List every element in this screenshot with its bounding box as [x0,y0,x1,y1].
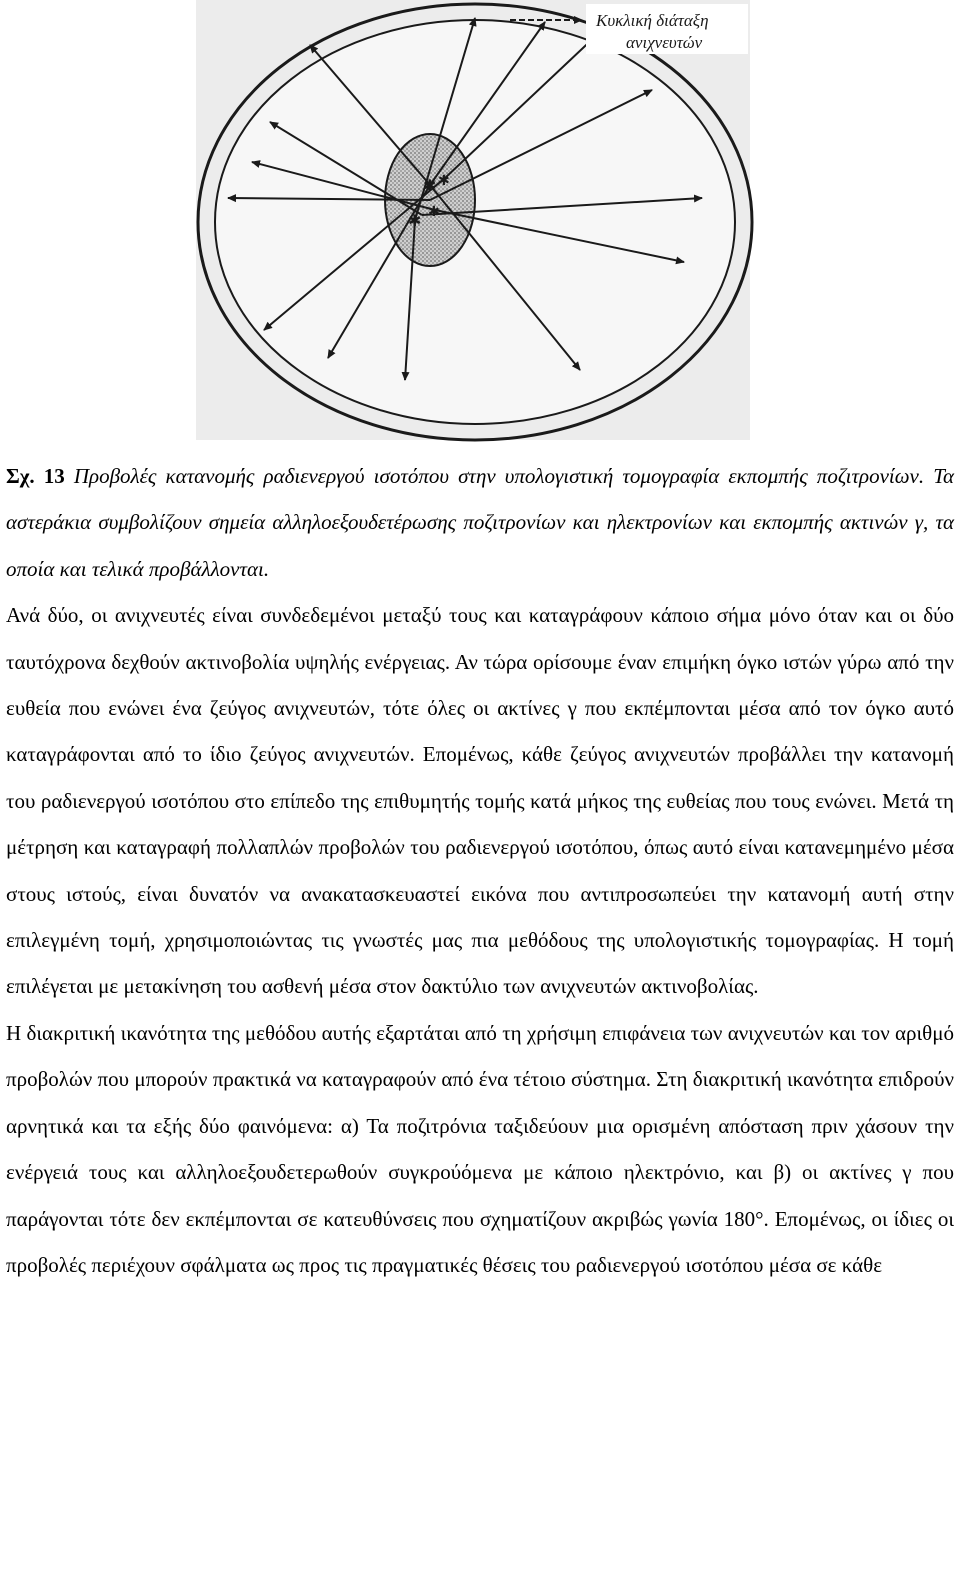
inner-detector-ring [215,20,735,424]
paragraph-resolution: Η διακριτική ικανότητα της μεθόδου αυτής εξαρτάται από τη χρήσιμη επιφάνεια των ανιχνευτών και τον αριθμό προβολών που μπορούν πρακτικά να καταγραφούν από ένα τέτοιο σύστημα. Στη διακριτική ικανότητα επιδρούν αρνητικά και τα εξής δύο φαινόμενα: α) Τα ποζιτρόνια ταξιδεύουν μια ορισμένη απόσταση πριν χάσουν την ενέργειά τους και αλληλοεξουδετερωθούν συγκρούόμενα με κάποιο ηλεκτρόνιο, και β) οι ακτίνες γ που παράγονται τότε δεν εκπέμπονται σε κατευθύνσεις που σχηματίζουν ακριβώς γωνία 180°. Επομένως, οι ίδιες οι προβολές περιέχουν σφάλματα ως προς τις πραγματικές θέσεις του ραδιενεργού ισοτόπου μέσα σε κάθε [6,1020,954,1277]
document-body [6,453,954,1288]
figure-caption [6,453,954,592]
figure-label-line1: Κυκλική διάταξη [596,11,709,30]
caption-text: Προβολές κατανομής ραδιενεργού ισοτόπου στην υπολογιστική τομογραφία εκπομπής ποζιτρονίων. Τα αστεράκια συμβολίζουν σημεία αλληλοεξουδετέρωσης ποζιτρονίων και ηλεκτρονίων και εκπομπής ακτινών γ, τα οποία και τελικά προβάλλονται. [6,464,954,581]
caption-label: Σχ. 13 [6,464,65,488]
detector-ring-figure [190,0,770,450]
annihilation-star-icon: ✱ [428,204,440,220]
figure-label-line2: ανιχνευτών [626,33,703,52]
annihilation-star-icon: ✱ [438,173,450,189]
annihilation-star-icon: ✱ [408,211,422,230]
paragraph-detectors: Ανά δύο, οι ανιχνευτές είναι συνδεδεμένοι μεταξύ τους και καταγράφουν κάποιο σήμα μόνο όταν και οι δύο ταυτόχρονα δεχθούν ακτινοβολία υψηλής ενέργειας. Αν τώρα ορίσουμε έναν επιμήκη όγκο ιστών γύρω από την ευθεία που ενώνει ένα ζεύγος ανιχνευτών, τότε όλες οι ακτίνες γ που εκπέμπονται μέσα από τον όγκο αυτό καταγράφονται από το ίδιο ζεύγος ανιχνευτών. Επομένως, κάθε ζεύγος ανιχνευτών προβάλλει την κατανομή του ραδιενεργού ισοτόπου στο επίπεδο της επιθυμητής τομής κατά μήκος της ευθείας που τους ενώνει. Μετά τη μέτρηση και καταγραφή πολλαπλών προβολών του ραδιενεργού ισοτόπου, όπως αυτό είναι κατανεμημένο μέσα στους ιστούς, είναι δυνατόν να ανακατασκευαστεί εικόνα που αντιπροσωπεύει την κατανομή αυτή στην επιλεγμένη τομή, χρησιμοποιώντας τις γνωστές μας πια μεθόδους της υπολογιστικής τομογραφίας. Η τομή επιλέγεται με μετακίνηση του ασθενή μέσα στον δακτύλιο των ανιχνευτών ακτινοβολίας. [6,603,954,999]
annihilation-star-icon: ✱ [423,176,437,195]
figure-svg [190,0,770,450]
